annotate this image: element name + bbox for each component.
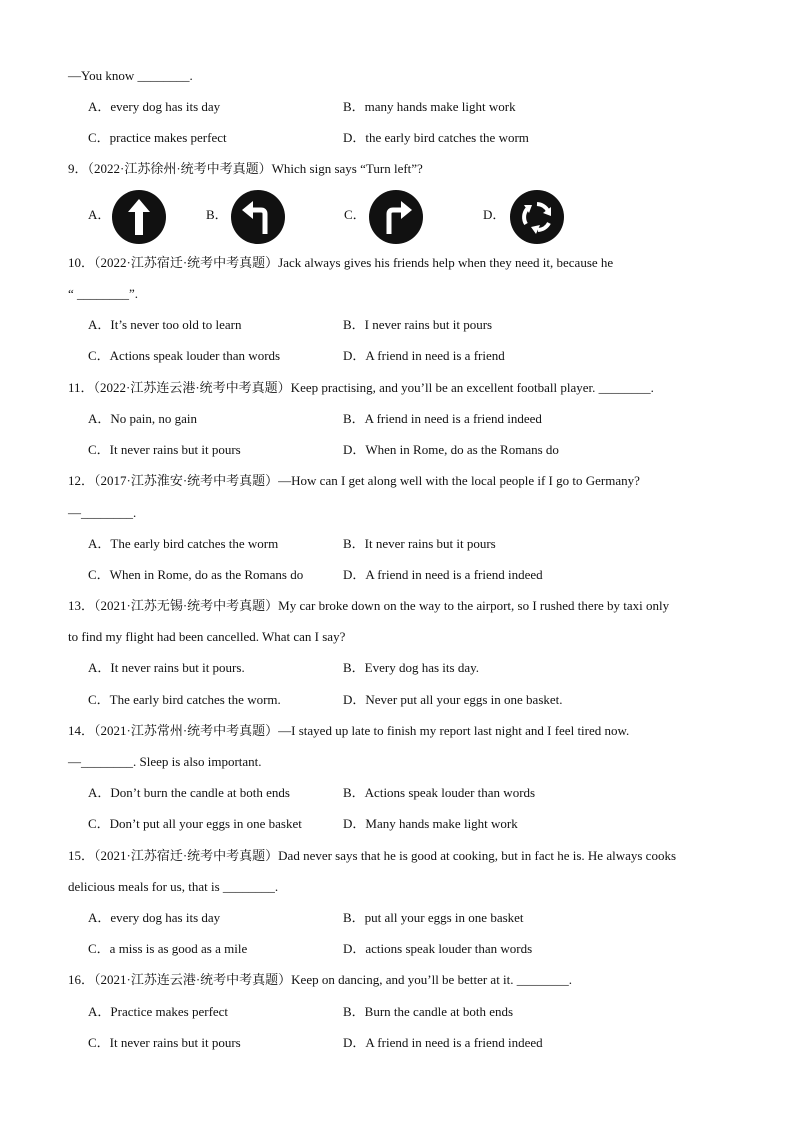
roundabout-sign-icon[interactable] (510, 190, 564, 244)
q15-option-b[interactable]: B．put all your eggs in one basket (343, 910, 524, 925)
q9-option-a-label[interactable]: A． (88, 207, 111, 222)
q12-stem-line1: 12．（2017·江苏淮安·统考中考真题）—How can I get along well with the local people if I go to Germany? (68, 473, 640, 488)
q15-stem-line1: 15．（2021·江苏宿迁·统考中考真题）Dad never says that he is good at cooking, but in fact he is. He always cooks (68, 848, 677, 863)
q12-option-c[interactable]: C．When in Rome, do as the Romans do (88, 567, 304, 582)
q13-stem-line1: 13．（2021·江苏无锡·统考中考真题）My car broke down on the way to the airport, so I rushed there by taxi only (68, 598, 670, 613)
q13-option-d[interactable]: D．Never put all your eggs in one basket. (343, 692, 563, 707)
q16-option-c[interactable]: C．It never rains but it pours (88, 1035, 241, 1050)
q16-option-a[interactable]: A．Practice makes perfect (88, 1004, 229, 1019)
turn-right-sign-icon[interactable] (369, 190, 423, 244)
q10-stem-line2: “ ________”. (68, 286, 139, 301)
q10-option-d[interactable]: D．A friend in need is a friend (343, 348, 505, 363)
q8-option-a[interactable]: A．every dog has its day (88, 99, 221, 114)
q14-option-d[interactable]: D．Many hands make light work (343, 816, 518, 831)
up-arrow-sign-icon[interactable] (112, 190, 166, 244)
q11-option-b[interactable]: B．A friend in need is a friend indeed (343, 411, 542, 426)
q16-stem: 16．（2021·江苏连云港·统考中考真题）Keep on dancing, and you’ll be better at it. ________. (68, 972, 573, 987)
q8-option-b[interactable]: B．many hands make light work (343, 99, 516, 114)
q12-option-b[interactable]: B．It never rains but it pours (343, 536, 496, 551)
q9-sign-options (88, 190, 588, 244)
q12-stem-line2: —________. (68, 505, 137, 520)
q10-option-b[interactable]: B．I never rains but it pours (343, 317, 493, 332)
q14-option-c[interactable]: C．Don’t put all your eggs in one basket (88, 816, 302, 831)
q10-stem-line1: 10．（2022·江苏宿迁·统考中考真题）Jack always gives his friends help when they need it, because he (68, 255, 614, 270)
q11-stem: 11．（2022·江苏连云港·统考中考真题）Keep practising, and you’ll be an excellent football player. ________. (68, 380, 654, 395)
q15-stem-line2: delicious meals for us, that is ________. (68, 879, 279, 894)
q8-stem: —You know ________. (68, 68, 193, 83)
q14-option-a[interactable]: A．Don’t burn the candle at both ends (88, 785, 290, 800)
q13-option-b[interactable]: B．Every dog has its day. (343, 660, 479, 675)
q8-option-d[interactable]: D．the early bird catches the worm (343, 130, 529, 145)
q14-stem-line2: —________. Sleep is also important. (68, 754, 262, 769)
q11-option-a[interactable]: A．No pain, no gain (88, 411, 198, 426)
q14-stem-line1: 14．（2021·江苏常州·统考中考真题）—I stayed up late to finish my report last night and I feel tired now. (68, 723, 630, 738)
q9-stem: 9．（2022·江苏徐州·统考中考真题）Which sign says “Turn left”? (68, 161, 423, 176)
q9-option-d-label[interactable]: D． (483, 207, 506, 222)
turn-left-sign-icon[interactable] (231, 190, 285, 244)
q11-option-c[interactable]: C．It never rains but it pours (88, 442, 241, 457)
q15-option-d[interactable]: D．actions speak louder than words (343, 941, 533, 956)
q12-option-d[interactable]: D．A friend in need is a friend indeed (343, 567, 543, 582)
q15-option-a[interactable]: A．every dog has its day (88, 910, 221, 925)
q14-option-b[interactable]: B．Actions speak louder than words (343, 785, 536, 800)
q10-option-c[interactable]: C．Actions speak louder than words (88, 348, 281, 363)
q16-option-d[interactable]: D．A friend in need is a friend indeed (343, 1035, 543, 1050)
q15-option-c[interactable]: C．a miss is as good as a mile (88, 941, 248, 956)
q9-option-b-label[interactable]: B． (206, 207, 228, 222)
q12-option-a[interactable]: A．The early bird catches the worm (88, 536, 279, 551)
q11-option-d[interactable]: D．When in Rome, do as the Romans do (343, 442, 559, 457)
q13-stem-line2: to find my flight had been cancelled. What can I say? (68, 629, 346, 644)
q8-option-c[interactable]: C．practice makes perfect (88, 130, 227, 145)
q9-option-c-label[interactable]: C． (344, 207, 366, 222)
q13-option-c[interactable]: C．The early bird catches the worm. (88, 692, 281, 707)
q10-option-a[interactable]: A．It’s never too old to learn (88, 317, 242, 332)
q16-option-b[interactable]: B．Burn the candle at both ends (343, 1004, 514, 1019)
q13-option-a[interactable]: A．It never rains but it pours. (88, 660, 245, 675)
